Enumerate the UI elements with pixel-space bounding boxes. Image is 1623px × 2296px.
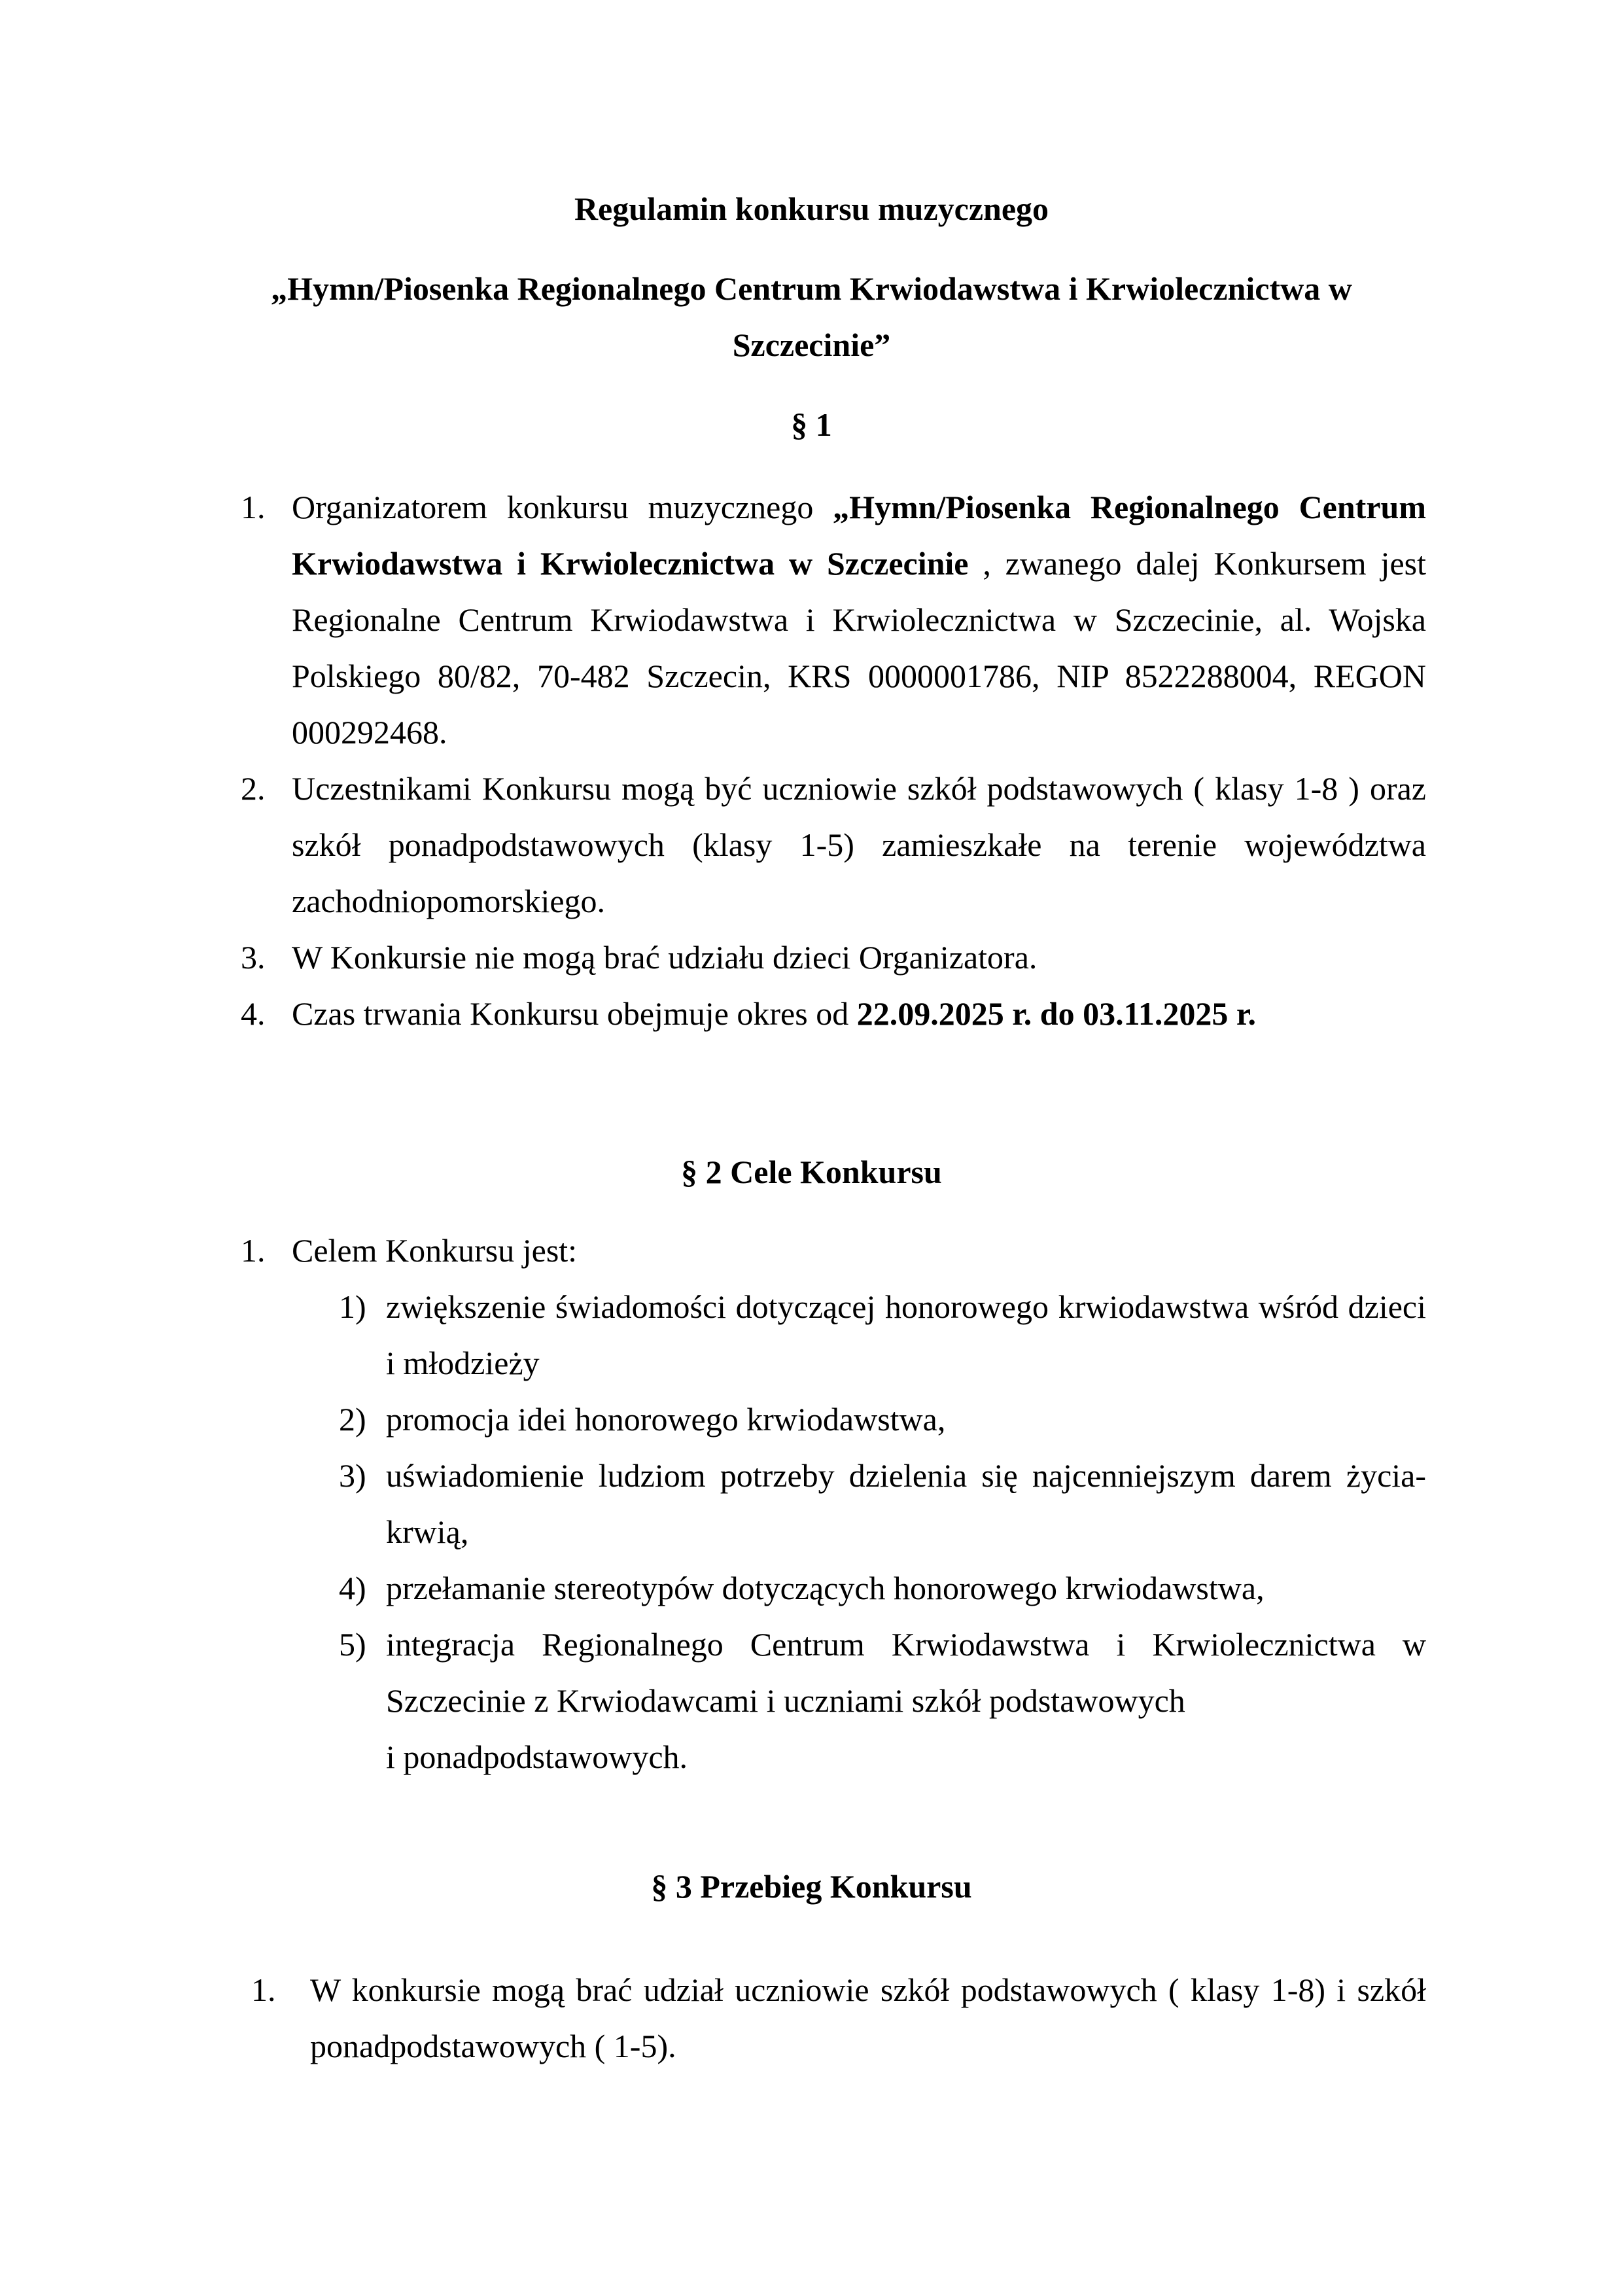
document-subtitle-line-2: Szczecinie” — [732, 327, 891, 363]
list-number: 1) — [339, 1288, 366, 1325]
text-line: Krwiodawstwa i Krwiolecznictwa w Szczecinie , zwanego dalej Konkursem jest — [292, 545, 1426, 582]
goals-sublist — [339, 1279, 1426, 1785]
goal-item-3 — [339, 1447, 1426, 1560]
section-2-list — [241, 1222, 1426, 1785]
text-line: przełamanie stereotypów dotyczących honorowego krwiodawstwa, — [386, 1570, 1265, 1606]
text-line: Polskiego 80/82, 70-482 Szczecin, KRS 0000001786, NIP 8522288004, REGON — [292, 658, 1426, 694]
text-line: Czas trwania Konkursu obejmuje okres od 22.09.2025 r. do 03.11.2025 r. — [292, 995, 1256, 1032]
text-line: Szczecinie z Krwiodawcami i uczniami szkół podstawowych — [386, 1682, 1185, 1719]
section-1-list — [241, 479, 1426, 1042]
list-number: 1. — [251, 1971, 276, 2008]
document-subtitle-line-1: „Hymn/Piosenka Regionalnego Centrum Krwiodawstwa i Krwiolecznictwa w — [271, 270, 1352, 307]
goal-item-2 — [339, 1391, 1426, 1447]
text-line: promocja idei honorowego krwiodawstwa, — [386, 1401, 946, 1438]
text-line: Celem Konkursu jest: — [292, 1232, 578, 1269]
section-1-heading: § 1 — [791, 406, 832, 443]
document-title: Regulamin konkursu muzycznego — [574, 190, 1049, 227]
text-line: 000292468. — [292, 714, 447, 751]
text-line: Uczestnikami Konkursu mogą być uczniowie szkół podstawowych ( klasy 1-8 ) oraz — [292, 770, 1426, 807]
text-line: uświadomienie ludziom potrzeby dzielenia się najcenniejszym darem życia- — [386, 1457, 1426, 1494]
list-number: 4. — [241, 995, 266, 1032]
section-1-item-2 — [241, 760, 1426, 929]
section-2-item-1 — [241, 1222, 1426, 1279]
goal-item-1 — [339, 1279, 1426, 1391]
text-line: szkół ponadpodstawowych (klasy 1-5) zamieszkałe na terenie województwa — [292, 826, 1426, 863]
text-line: krwią, — [386, 1513, 469, 1550]
list-number: 5) — [339, 1626, 366, 1663]
section-3-heading: § 3 Przebieg Konkursu — [651, 1868, 972, 1905]
text-line: ponadpodstawowych ( 1-5). — [310, 2028, 676, 2064]
text-line: zwiększenie świadomości dotyczącej honorowego krwiodawstwa wśród dzieci — [386, 1288, 1426, 1325]
section-3-list — [251, 1962, 1426, 2074]
goal-item-5 — [339, 1616, 1426, 1785]
text-line: integracja Regionalnego Centrum Krwiodawstwa i Krwiolecznictwa w — [386, 1626, 1426, 1663]
goal-item-4 — [339, 1560, 1426, 1616]
section-2-heading: § 2 Cele Konkursu — [681, 1154, 942, 1190]
list-number: 2) — [339, 1401, 366, 1438]
section-1-item-1 — [241, 479, 1426, 760]
list-number: 3. — [241, 939, 266, 976]
text-line: zachodniopomorskiego. — [292, 883, 606, 919]
text-line: W konkursie mogą brać udział uczniowie szkół podstawowych ( klasy 1-8) i szkół — [310, 1971, 1426, 2008]
text-line: Organizatorem konkursu muzycznego „Hymn/Piosenka Regionalnego Centrum — [292, 489, 1426, 525]
section-1-item-3 — [241, 929, 1426, 985]
section-3-item-1 — [251, 1962, 1426, 2074]
text-line: i ponadpodstawowych. — [386, 1739, 688, 1775]
list-number: 4) — [339, 1570, 366, 1606]
list-number: 3) — [339, 1457, 366, 1494]
list-number: 1. — [241, 1232, 266, 1269]
text-line: W Konkursie nie mogą brać udziału dzieci Organizatora. — [292, 939, 1038, 976]
text-line: Regionalne Centrum Krwiodawstwa i Krwiolecznictwa w Szczecinie, al. Wojska — [292, 601, 1426, 638]
text-line: i młodzieży — [386, 1345, 540, 1381]
list-number: 1. — [241, 489, 266, 525]
section-1-item-4 — [241, 985, 1426, 1042]
list-number: 2. — [241, 770, 266, 807]
